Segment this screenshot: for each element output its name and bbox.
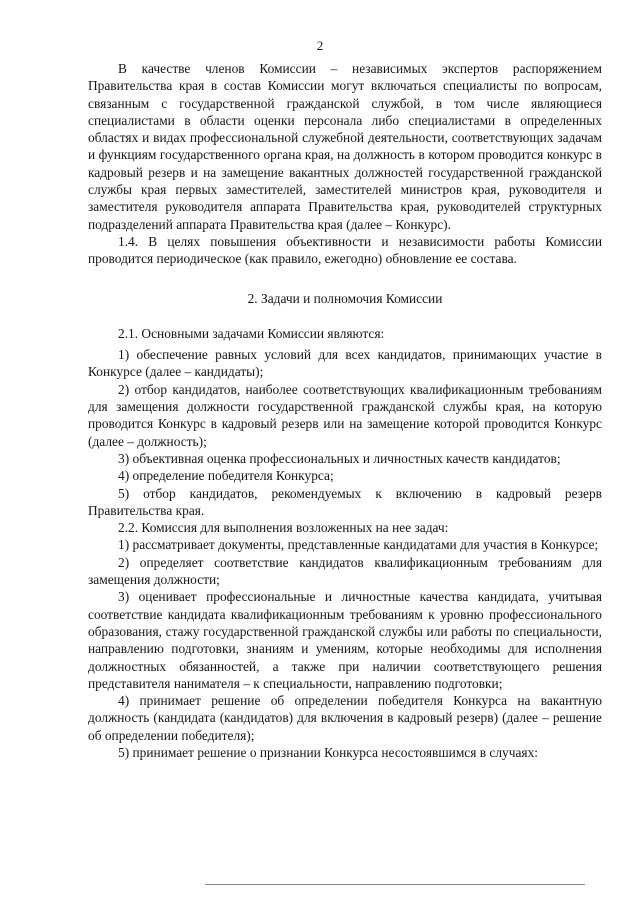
list-item: 5) принимает решение о признании Конкурса несостоявшимся в случаях: bbox=[118, 744, 538, 760]
section-heading: 2. Задачи и полномочия Комиссии bbox=[247, 290, 443, 306]
footer-divider bbox=[205, 884, 585, 885]
list-item: 1) рассматривает документы, представленные кандидатами для участия в Конкурсе; bbox=[118, 537, 599, 553]
list-item: 2) определяет соответствие кандидатов квалификационным требованиям для замещения должности; bbox=[88, 554, 602, 588]
list-item: 2) отбор кандидатов, наиболее соответствующих квалификационным требованиям для замещения должности государственной гражданской службы края, на которую проводится Конкурс в кадровый резерв или на замещение которой проводится Конкурс (далее – должность); bbox=[88, 381, 602, 449]
paragraph-1-4: 1.4. В целях повышения объективности и независимости работы Комиссии проводится периодическое (как правило, ежегодно) обновление ее состава. bbox=[88, 233, 602, 267]
list-item: 3) объективная оценка профессиональных и личностных качеств кандидатов; bbox=[118, 450, 561, 466]
paragraph-2-2: 2.2. Комиссия для выполнения возложенных на нее задач: bbox=[118, 520, 449, 536]
paragraph-2-1: 2.1. Основными задачами Комиссии являются: bbox=[118, 325, 385, 341]
list-item: 4) принимает решение об определении победителя Конкурса на вакантную должность (кандидата (кандидатов) для включения в кадровый резерв) (далее – решение об определении победителя); bbox=[88, 693, 602, 743]
list-item: 4) определение победителя Конкурса; bbox=[118, 468, 334, 484]
document-body bbox=[88, 60, 602, 761]
page-number: 2 bbox=[316, 38, 324, 53]
paragraph-commission-experts: В качестве членов Комиссии – независимых экспертов распоряжением Правительства края в состав Комиссии могут включаться специалисты по вопросам, связанным с государственной гражданской службой, в том числе являющиеся специалистами в области оценки персонала либо специалистами в определенных областях и видах профессиональной служебной деятельности, соответствующих задачам и функциям государственного органа края, на должность в котором проводится конкурс в кадровый резерв и на замещение вакантных должностей государственной гражданской службы края первых заместителей, заместителей министров края, руководителя и заместителя руководителя аппарата Правительства края, руководителей структурных подразделений аппарата Правительства края (далее – Конкурс). bbox=[88, 61, 602, 232]
list-item: 3) оценивает профессиональные и личностные качества кандидата, учитывая соответствие кандидата квалификационным требованиям к уровню профессионального образования, стажу государственной гражданской службы или работы по специальности, направлению подготовки, знаниям и умениям, которые необходимы для исполнения должностных обязанностей, а также при наличии соответствующего решения представителя нанимателя – к специальности, направлению подготовки; bbox=[88, 589, 602, 691]
list-item: 1) обеспечение равных условий для всех кандидатов, принимающих участие в Конкурсе (далее – кандидаты); bbox=[88, 347, 602, 380]
list-item: 5) отбор кандидатов, рекомендуемых к включению в кадровый резерв Правительства края. bbox=[88, 485, 602, 518]
